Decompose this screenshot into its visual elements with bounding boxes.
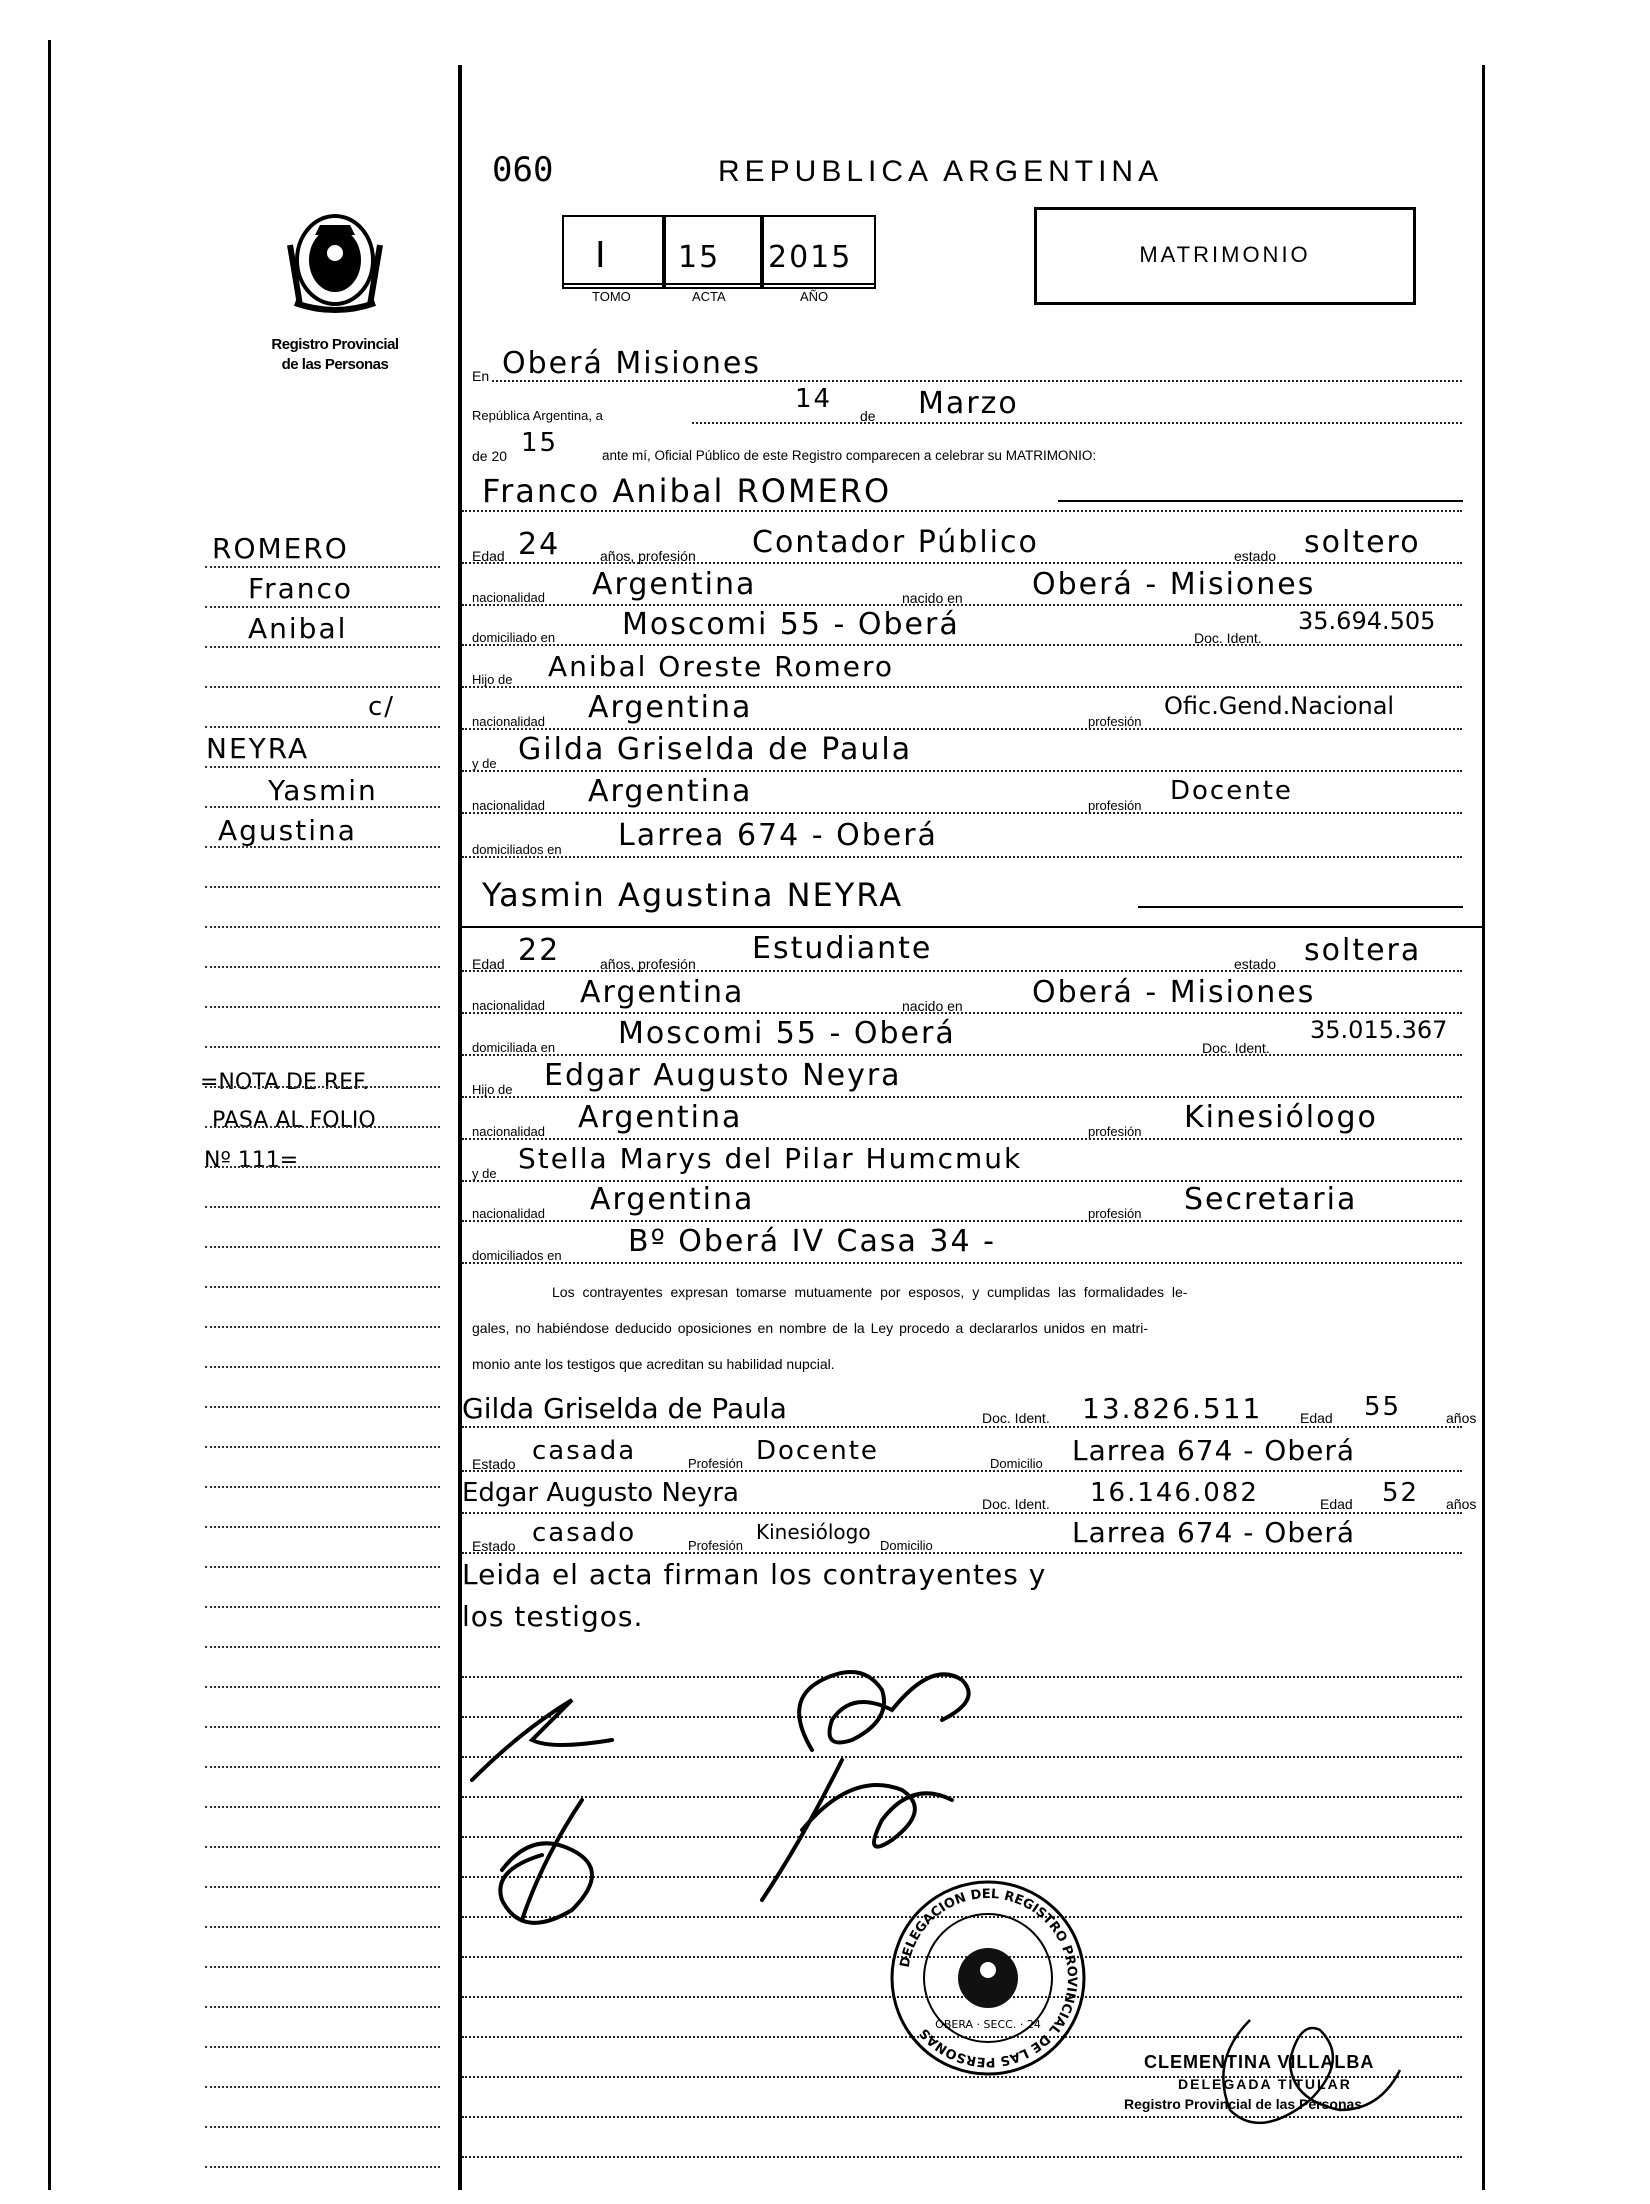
groom-row2-line — [462, 604, 1462, 606]
official-seal — [888, 1878, 1088, 2078]
groom-name-underline — [1058, 500, 1463, 502]
closing-line1: Leida el acta firman los contrayentes y — [462, 1558, 1047, 1591]
margin-note-line — [205, 1526, 440, 1528]
groom-father-profession: Ofic.Gend.Nacional — [1164, 692, 1395, 720]
margin-note1: =NOTA DE REF. — [200, 1070, 370, 1095]
groom-father-prof-label: profesión — [1088, 714, 1142, 729]
witness1-name: Gilda Griselda de Paula — [462, 1392, 787, 1425]
coat-of-arms-icon — [275, 205, 395, 320]
bride-nacido-label: nacido en — [902, 998, 963, 1014]
bride-yde-label: y de — [472, 1166, 497, 1181]
day-value: 14 — [795, 384, 833, 414]
groom-mother-prof-label: profesión — [1088, 798, 1142, 813]
margin-note-line — [205, 1806, 440, 1808]
groom-parents-dom-label: domiciliados en — [472, 842, 562, 857]
seal-ring-text: DELEGACION DEL REGISTRO PROVINCIAL DE LAS PERSONAS — [897, 1886, 1080, 2070]
groom-nac-label: nacionalidad — [472, 590, 546, 605]
bride-full-name: Yasmin Agustina NEYRA — [482, 876, 904, 914]
margin-bride-surname: NEYRA — [206, 732, 310, 765]
witness1-anios-label: años — [1446, 1410, 1477, 1426]
registry-name-line2: de las Personas — [281, 356, 389, 373]
bride-doc: 35.015.367 — [1310, 1016, 1448, 1044]
en-label: En — [472, 368, 490, 384]
margin-groom-name2: Anibal — [248, 612, 348, 645]
bride-nationality: Argentina — [580, 975, 745, 1010]
margin-note-line — [205, 766, 440, 768]
margin-note-line — [205, 686, 440, 688]
witness1-edad-label: Edad — [1300, 1410, 1333, 1426]
margin-note-line — [205, 1166, 440, 1168]
signature-area-line — [462, 2156, 1462, 2158]
witness1-row2-line — [462, 1470, 1462, 1472]
margin-note-line — [205, 1846, 440, 1848]
margin-note-line — [205, 926, 440, 928]
stamp-org: Registro Provincial de las Personas — [1124, 2096, 1363, 2112]
margin-note3: Nº 111= — [204, 1148, 299, 1173]
bride-row5-line — [462, 1138, 1462, 1140]
date-line — [692, 422, 1462, 424]
bride-hijo-label: Hijo de — [472, 1082, 513, 1097]
groom-father-nationality: Argentina — [588, 690, 753, 725]
groom-profession: Contador Público — [752, 525, 1039, 560]
witness2-doc-label: Doc. Ident. — [982, 1496, 1050, 1512]
witness2-doc: 16.146.082 — [1090, 1478, 1259, 1508]
bride-edad-label: Edad — [472, 956, 505, 972]
groom-address: Moscomi 55 - Oberá — [622, 607, 960, 642]
bride-estado-label: estado — [1234, 956, 1277, 972]
witness2-row1-line — [462, 1512, 1462, 1514]
bride-row3-line — [462, 1054, 1462, 1056]
de-label: de — [860, 408, 876, 424]
groom-age: 24 — [518, 527, 561, 562]
anio-label: AÑO — [800, 289, 829, 304]
margin-note-line — [205, 1646, 440, 1648]
margin-note-line — [205, 1926, 440, 1928]
witness2-estado-label: Estado — [472, 1538, 516, 1554]
witness1-doc: 13.826.511 — [1082, 1392, 1263, 1425]
witness2-age: 52 — [1382, 1478, 1420, 1508]
stamp-name: CLEMENTINA VILLALBA — [1144, 2052, 1375, 2072]
bride-row2-line — [462, 1012, 1462, 1014]
groom-row3-line — [462, 644, 1462, 646]
bride-section-divider — [462, 926, 1482, 928]
bride-parents-address: Bº Oberá IV Casa 34 - — [628, 1224, 996, 1259]
bride-name-underline — [1138, 906, 1463, 908]
bride-father-nac-label: nacionalidad — [472, 1124, 546, 1139]
bride-father-profession: Kinesiólogo — [1184, 1100, 1378, 1135]
witness1-prof-label: Profesión — [688, 1456, 743, 1471]
bride-doc-label: Doc. Ident. — [1202, 1040, 1270, 1056]
groom-row7-line — [462, 812, 1462, 814]
witness1-doc-label: Doc. Ident. — [982, 1410, 1050, 1426]
witness2-profession: Kinesiólogo — [756, 1520, 871, 1544]
bride-estado: soltera — [1304, 933, 1422, 968]
groom-father-nac-label: nacionalidad — [472, 714, 546, 729]
groom-estado-label: estado — [1234, 548, 1277, 564]
matrimonio-label: MATRIMONIO — [1139, 242, 1311, 267]
margin-note-line — [205, 2126, 440, 2128]
republica-label: República Argentina, a — [472, 408, 603, 423]
tomo-value: I — [595, 235, 608, 276]
year-suffix: 15 — [521, 428, 559, 458]
witness2-name: Edgar Augusto Neyra — [462, 1478, 739, 1508]
groom-name-dots — [462, 510, 1462, 512]
official-signature — [1170, 1990, 1430, 2140]
registry-name-line1: Registro Provincial — [271, 336, 399, 353]
bride-anios-label: años, profesión — [600, 956, 696, 972]
declaration-line3: monio ante los testigos que acreditan su habilidad nupcial. — [472, 1356, 835, 1372]
bride-father-nationality: Argentina — [578, 1100, 743, 1135]
stamp-role: DELEGADA TITULAR — [1178, 2076, 1352, 2092]
groom-row6-line — [462, 770, 1462, 772]
groom-signature — [472, 1700, 612, 1780]
margin-note-line — [205, 886, 440, 888]
margin-note-line — [205, 806, 440, 808]
groom-doc-label: Doc. Ident. — [1194, 630, 1262, 646]
groom-edad-label: Edad — [472, 548, 505, 564]
witness1-dom-label: Domicilio — [990, 1456, 1043, 1471]
document-number: 060 — [492, 150, 554, 190]
right-page-edge — [1482, 65, 1485, 2190]
witness1-age: 55 — [1364, 1392, 1402, 1422]
margin-note-line — [205, 1246, 440, 1248]
witness1-profession: Docente — [756, 1436, 879, 1466]
witness2-row2-line — [462, 1552, 1462, 1554]
groom-dom-label: domiciliado en — [472, 630, 556, 645]
year-prefix: de 20 — [472, 448, 508, 464]
groom-doc: 35.694.505 — [1298, 607, 1436, 635]
place-value: Oberá Misiones — [502, 346, 762, 381]
groom-anios-label: años, profesión — [600, 548, 696, 564]
bride-profession: Estudiante — [752, 931, 933, 966]
declaration-line1: Los contrayentes expresan tomarse mutuamente por esposos, y cumplidas las formalidades le- — [552, 1284, 1188, 1300]
margin-note-line — [205, 1046, 440, 1048]
witness1-signature — [799, 1672, 969, 1750]
margin-groom-surname: ROMERO — [212, 532, 349, 565]
witness1-row1-line — [462, 1426, 1462, 1428]
bride-mother-nationality: Argentina — [590, 1182, 755, 1217]
anio-value: 2015 — [768, 240, 853, 275]
groom-row8-line — [462, 856, 1462, 858]
witness1-estado-label: Estado — [472, 1456, 516, 1472]
groom-birthplace: Oberá - Misiones — [1032, 567, 1316, 602]
margin-note-line — [205, 846, 440, 848]
tomo-label: TOMO — [592, 289, 631, 304]
margin-note-line — [205, 1006, 440, 1008]
margin-note-line — [205, 2046, 440, 2048]
witness2-estado: casado — [532, 1518, 637, 1548]
bride-parents-dom-label: domiciliados en — [472, 1248, 562, 1263]
bride-row1-line — [462, 970, 1462, 972]
bride-mother-nac-label: nacionalidad — [472, 1206, 546, 1221]
margin-note2: PASA AL FOLIO — [212, 1108, 376, 1133]
witness2-dom-label: Domicilio — [880, 1538, 933, 1553]
bride-mother: Stella Marys del Pilar Humcmuk — [518, 1142, 1023, 1175]
bride-signature — [500, 1800, 592, 1923]
groom-nacido-label: nacido en — [902, 590, 963, 606]
groom-father: Anibal Oreste Romero — [548, 650, 895, 683]
acta-value: 15 — [678, 240, 721, 275]
bride-nac-label: nacionalidad — [472, 998, 546, 1013]
intro-text: ante mí, Oficial Público de este Registro comparecen a celebrar su MATRIMONIO: — [602, 448, 1097, 463]
declaration-line2: gales, no habiéndose deducido oposiciones en nombre de la Ley procedo a declararlos unidos en matri- — [472, 1320, 1148, 1336]
closing-line2: los testigos. — [462, 1600, 644, 1633]
margin-note-line — [205, 566, 440, 568]
bride-dom-label: domiciliada en — [472, 1040, 556, 1055]
margin-note-line — [205, 1206, 440, 1208]
groom-row4-line — [462, 686, 1462, 688]
witness1-address: Larrea 674 - Oberá — [1072, 1434, 1356, 1467]
margin-note-line — [205, 2166, 440, 2168]
tomo-box — [562, 215, 666, 289]
groom-yde-label: y de — [472, 756, 497, 771]
margin-note-line — [205, 1486, 440, 1488]
groom-hijo-label: Hijo de — [472, 672, 513, 687]
margin-note-line — [205, 1326, 440, 1328]
margin-note-line — [205, 1606, 440, 1608]
witness2-anios-label: años — [1446, 1496, 1477, 1512]
margin-note-line — [205, 1286, 440, 1288]
margin-note-line — [205, 1086, 440, 1088]
registry-logo — [275, 205, 395, 320]
seal-bottom-text: OBERA · SECC. · 24 — [935, 2018, 1041, 2031]
margin-bride-name1: Yasmin — [268, 774, 378, 807]
bride-address: Moscomi 55 - Oberá — [618, 1016, 956, 1051]
bride-birthplace: Oberá - Misiones — [1032, 975, 1316, 1010]
month-value: Marzo — [918, 386, 1019, 421]
margin-bride-name2: Agustina — [218, 814, 357, 847]
margin-note-line — [205, 1126, 440, 1128]
bride-row8-line — [462, 1262, 1462, 1264]
bride-age: 22 — [518, 933, 561, 968]
country-title: REPUBLICA ARGENTINA — [718, 155, 1164, 188]
margin-note-line — [205, 1446, 440, 1448]
groom-estado: soltero — [1304, 525, 1421, 560]
bride-row7-line — [462, 1220, 1462, 1222]
margin-note-line — [205, 1726, 440, 1728]
margin-groom-name1: Franco — [248, 572, 354, 605]
margin-note-line — [205, 606, 440, 608]
groom-row5-line — [462, 728, 1462, 730]
margin-note-line — [205, 966, 440, 968]
acta-label: ACTA — [692, 289, 726, 304]
margin-note-line — [205, 1966, 440, 1968]
groom-mother-nationality: Argentina — [588, 774, 753, 809]
witness1-estado: casada — [532, 1436, 637, 1466]
margin-note-line — [205, 2086, 440, 2088]
box-label-divider — [562, 283, 874, 285]
left-page-edge — [48, 40, 51, 2190]
witness2-edad-label: Edad — [1320, 1496, 1353, 1512]
bride-row4-line — [462, 1096, 1462, 1098]
bride-mother-prof-label: profesión — [1088, 1206, 1142, 1221]
groom-parents-address: Larrea 674 - Oberá — [618, 818, 938, 853]
margin-note-line — [205, 1366, 440, 1368]
margin-note-line — [205, 1566, 440, 1568]
margin-note-line — [205, 2006, 440, 2008]
groom-full-name: Franco Anibal ROMERO — [482, 472, 892, 510]
witness2-prof-label: Profesión — [688, 1538, 743, 1553]
bride-mother-profession: Secretaria — [1184, 1182, 1358, 1217]
groom-row1-line — [462, 562, 1462, 564]
witness2-address: Larrea 674 - Oberá — [1072, 1516, 1356, 1549]
bride-father-prof-label: profesión — [1088, 1124, 1142, 1139]
groom-mother-profession: Docente — [1170, 776, 1293, 806]
bride-father: Edgar Augusto Neyra — [544, 1058, 902, 1093]
margin-note-line — [205, 726, 440, 728]
margin-note-line — [205, 1686, 440, 1688]
groom-nationality: Argentina — [592, 567, 757, 602]
margin-note-line — [205, 1886, 440, 1888]
margin-note-line — [205, 1766, 440, 1768]
groom-mother: Gilda Griselda de Paula — [518, 732, 913, 767]
margin-note-line — [205, 1406, 440, 1408]
margin-note-line — [205, 646, 440, 648]
margin-and: c/ — [368, 692, 396, 722]
groom-mother-nac-label: nacionalidad — [472, 798, 546, 813]
place-line — [492, 380, 1462, 382]
